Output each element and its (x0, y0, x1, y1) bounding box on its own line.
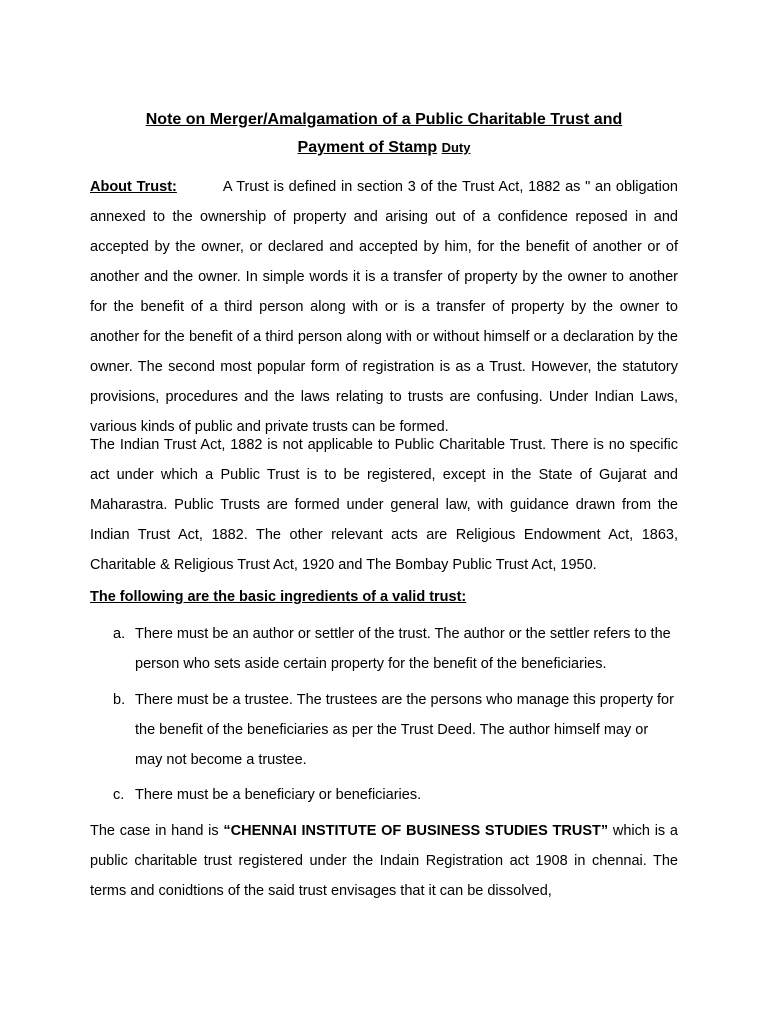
document-title (90, 106, 678, 162)
ingredients-heading (90, 582, 678, 612)
list-item (113, 780, 678, 810)
list-item (113, 619, 678, 679)
trust-act-paragraph: The Indian Trust Act, 1882 is not applicable to Public Charitable Trust. There is no specific act under which a Public Trust is to be registered, except in the State of Gujarat and Maharastra. Public Trusts are formed under general law, with guidance drawn from the Indian Trust Act, 1882. The other relevant acts are Religious Endowment Act, 1863, Charitable & Religious Trust Act, 1920 and The Bombay Public Trust Act, 1950. (90, 437, 678, 573)
case-paragraph (90, 816, 678, 906)
list-item-text: There must be a trustee. The trustees are the persons who manage this property for the benefit of the beneficiaries as per the Trust Deed. The author himself may or may not become a trustee. (135, 692, 674, 768)
title-line-2: Payment of Stamp (297, 139, 438, 156)
case-trust-name: “CHENNAI INSTITUTE OF BUSINESS STUDIES TRUST” (223, 823, 609, 839)
list-marker: a. (113, 626, 126, 642)
case-suffix: which is a public charitable trust registered under the Indain Registration act 1908 in chennai. The terms and conidtions of the said trust envisages that it can be dissolved, (90, 823, 678, 899)
ingredients-heading-text: The following are the basic ingredients of a valid trust: (90, 589, 467, 605)
title-line-1: Note on Merger/Amalgamation of a Public Charitable Trust and (145, 111, 623, 128)
about-trust-heading: About Trust: (90, 179, 177, 195)
list-item-text: There must be a beneficiary or beneficiaries. (135, 787, 422, 803)
about-trust-paragraph (90, 172, 678, 442)
list-marker: c. (113, 787, 125, 803)
title-duty: Duty (441, 140, 471, 155)
case-prefix: The case in hand is (90, 823, 224, 839)
list-item-text: There must be an author or settler of the trust. The author or the settler refers to the person who sets aside certain property for the benefit of the beneficiaries. (135, 626, 671, 672)
list-item (113, 685, 678, 775)
list-marker: b. (113, 692, 126, 708)
about-trust-text: A Trust is defined in section 3 of the Trust Act, 1882 as " an obligation annexed to the ownership of property and arising out of a confidence reposed in and accepted by the owner, or declared and accepted by him, for the benefit of another or of another and the owner. In simple words it is a transfer of property by the owner to another for the benefit of a third person along with or is a transfer of property by the owner to another for the benefit of a third person along with or without himself or a declaration by the owner. The second most popular form of registration is as a Trust. However, the statutory provisions, procedures and the laws relating to trusts are confusing. Under Indian Laws, various kinds of public and private trusts can be formed. (90, 179, 678, 435)
